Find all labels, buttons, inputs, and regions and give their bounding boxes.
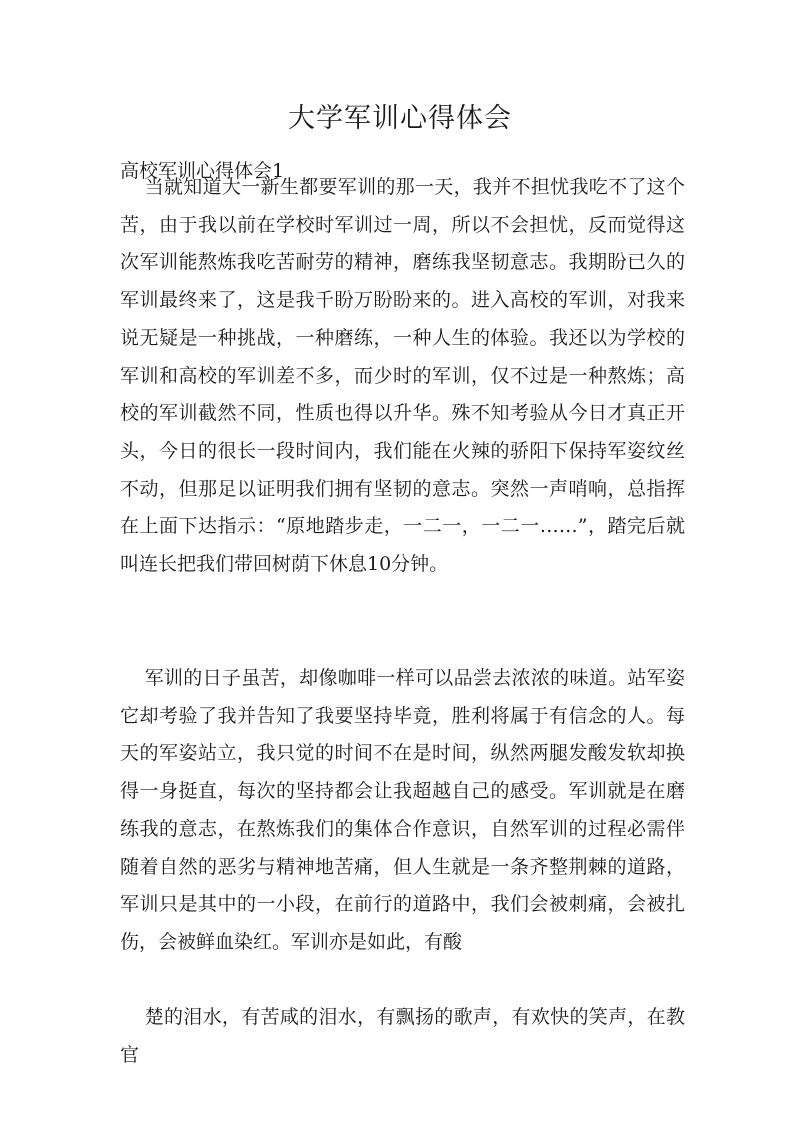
section-heading: 高校军训心得体会1 (120, 160, 285, 182)
body-paragraph-3: 楚的泪水，有苦咸的泪水，有飘扬的歌声，有欢快的笑声，在教官 (120, 1006, 685, 1066)
document-title: 大学军训心得体会 (288, 103, 512, 134)
body-paragraph-2: 军训的日子虽苦，却像咖啡一样可以品尝去浓浓的味道。站军姿它却考验了我并告知了我要坚持毕竟，胜利将属于有信念的人。每天的军姿站立，我只觉的时间不在是时间，纵然两腿发酸发软却换得一身挺直，每次的坚持都会让我超越自己的感受。军训就是在磨练我的意志，在熬炼我们的集体合作意识，自然军训的过程必需伴随着自然的恶劣与精神地苦痛，但人生就是一条齐整荆棘的道路，军训只是其中的一小段，在前行的道路中，我们会被刺痛，会被扎伤，会被鲜血染红。军训亦是如此，有酸 (120, 667, 685, 953)
body-paragraph-1: 当就知道大一新生都要军训的那一天，我并不担忧我吃不了这个苦，由于我以前在学校时军训过一周，所以不会担忧，反而觉得这次军训能熬炼我吃苦耐劳的精神，磨练我坚韧意志。我期盼已久的军训最终来了，这是我千盼万盼盼来的。进入高校的军训，对我来说无疑是一种挑战，一种磨练，一种人生的体验。我还以为学校的军训和高校的军训差不多，而少时的军训，仅不过是一种熬炼；高校的军训截然不同，性质也得以升华。殊不知考验从今日才真正开头，今日的很长一段时间内，我们能在火辣的骄阳下保持军姿纹丝不动，但那足以证明我们拥有坚韧的意志。突然一声哨响，总指挥在上面下达指示：“原地踏步走，一二一，一二一……”，踏完后就叫连长把我们带回树荫下休息10分钟。 (120, 176, 685, 576)
